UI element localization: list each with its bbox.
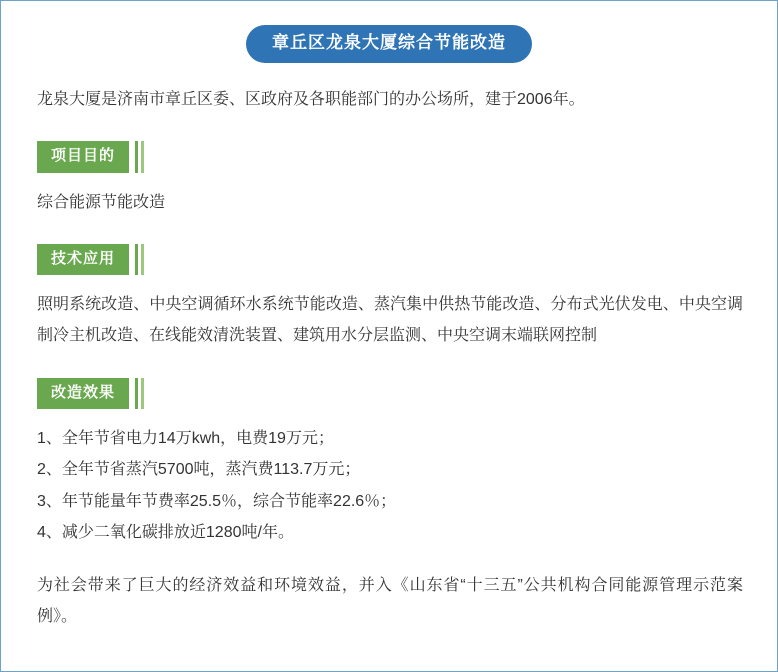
section-heading-results: [37, 378, 144, 410]
closing-paragraph: 为社会带来了巨大的经济效益和环境效益，并入《山东省“十三五”公共机构合同能源管理示范案例》。: [37, 576, 743, 626]
section-body-technology: 照明系统改造、中央空调循环水系统节能改造、蒸汽集中供热节能改造、分布式光伏发电、中央空调制冷主机改造、在线能效清洗装置、建筑用水分层监测、中央空调末端联网控制: [37, 296, 743, 345]
document-body: [1, 1, 777, 642]
heading-accent-bars-icon: [129, 141, 144, 173]
heading-accent-bars-icon: [129, 378, 144, 410]
section-heading-results-label: 改造效果: [37, 378, 129, 410]
list-item: 2、全年节省蒸汽5700吨，蒸汽费113.7万元；: [37, 461, 361, 479]
section-heading-purpose-label: 项目目的: [37, 141, 129, 173]
heading-accent-bars-icon: [129, 244, 144, 276]
results-list: [37, 423, 743, 548]
list-item: 4、减少二氧化碳排放近1280吨/年。: [37, 523, 294, 541]
lead-paragraph: 龙泉大厦是济南市章丘区委、区政府及各职能部门的办公场所，建于2006年。: [37, 90, 585, 108]
section-heading-technology: [37, 244, 144, 276]
list-item: 1、全年节省电力14万kwh，电费19万元；: [37, 430, 334, 448]
section-heading-technology-label: 技术应用: [37, 244, 129, 276]
section-heading-purpose: [37, 141, 144, 173]
page-title: 章丘区龙泉大厦综合节能改造: [246, 25, 532, 63]
section-body-purpose: 综合能源节能改造: [37, 193, 166, 211]
title-container: [35, 25, 743, 63]
list-item: 3、年节能量年节费率25.5％，综合节能率22.6％；: [37, 492, 397, 510]
